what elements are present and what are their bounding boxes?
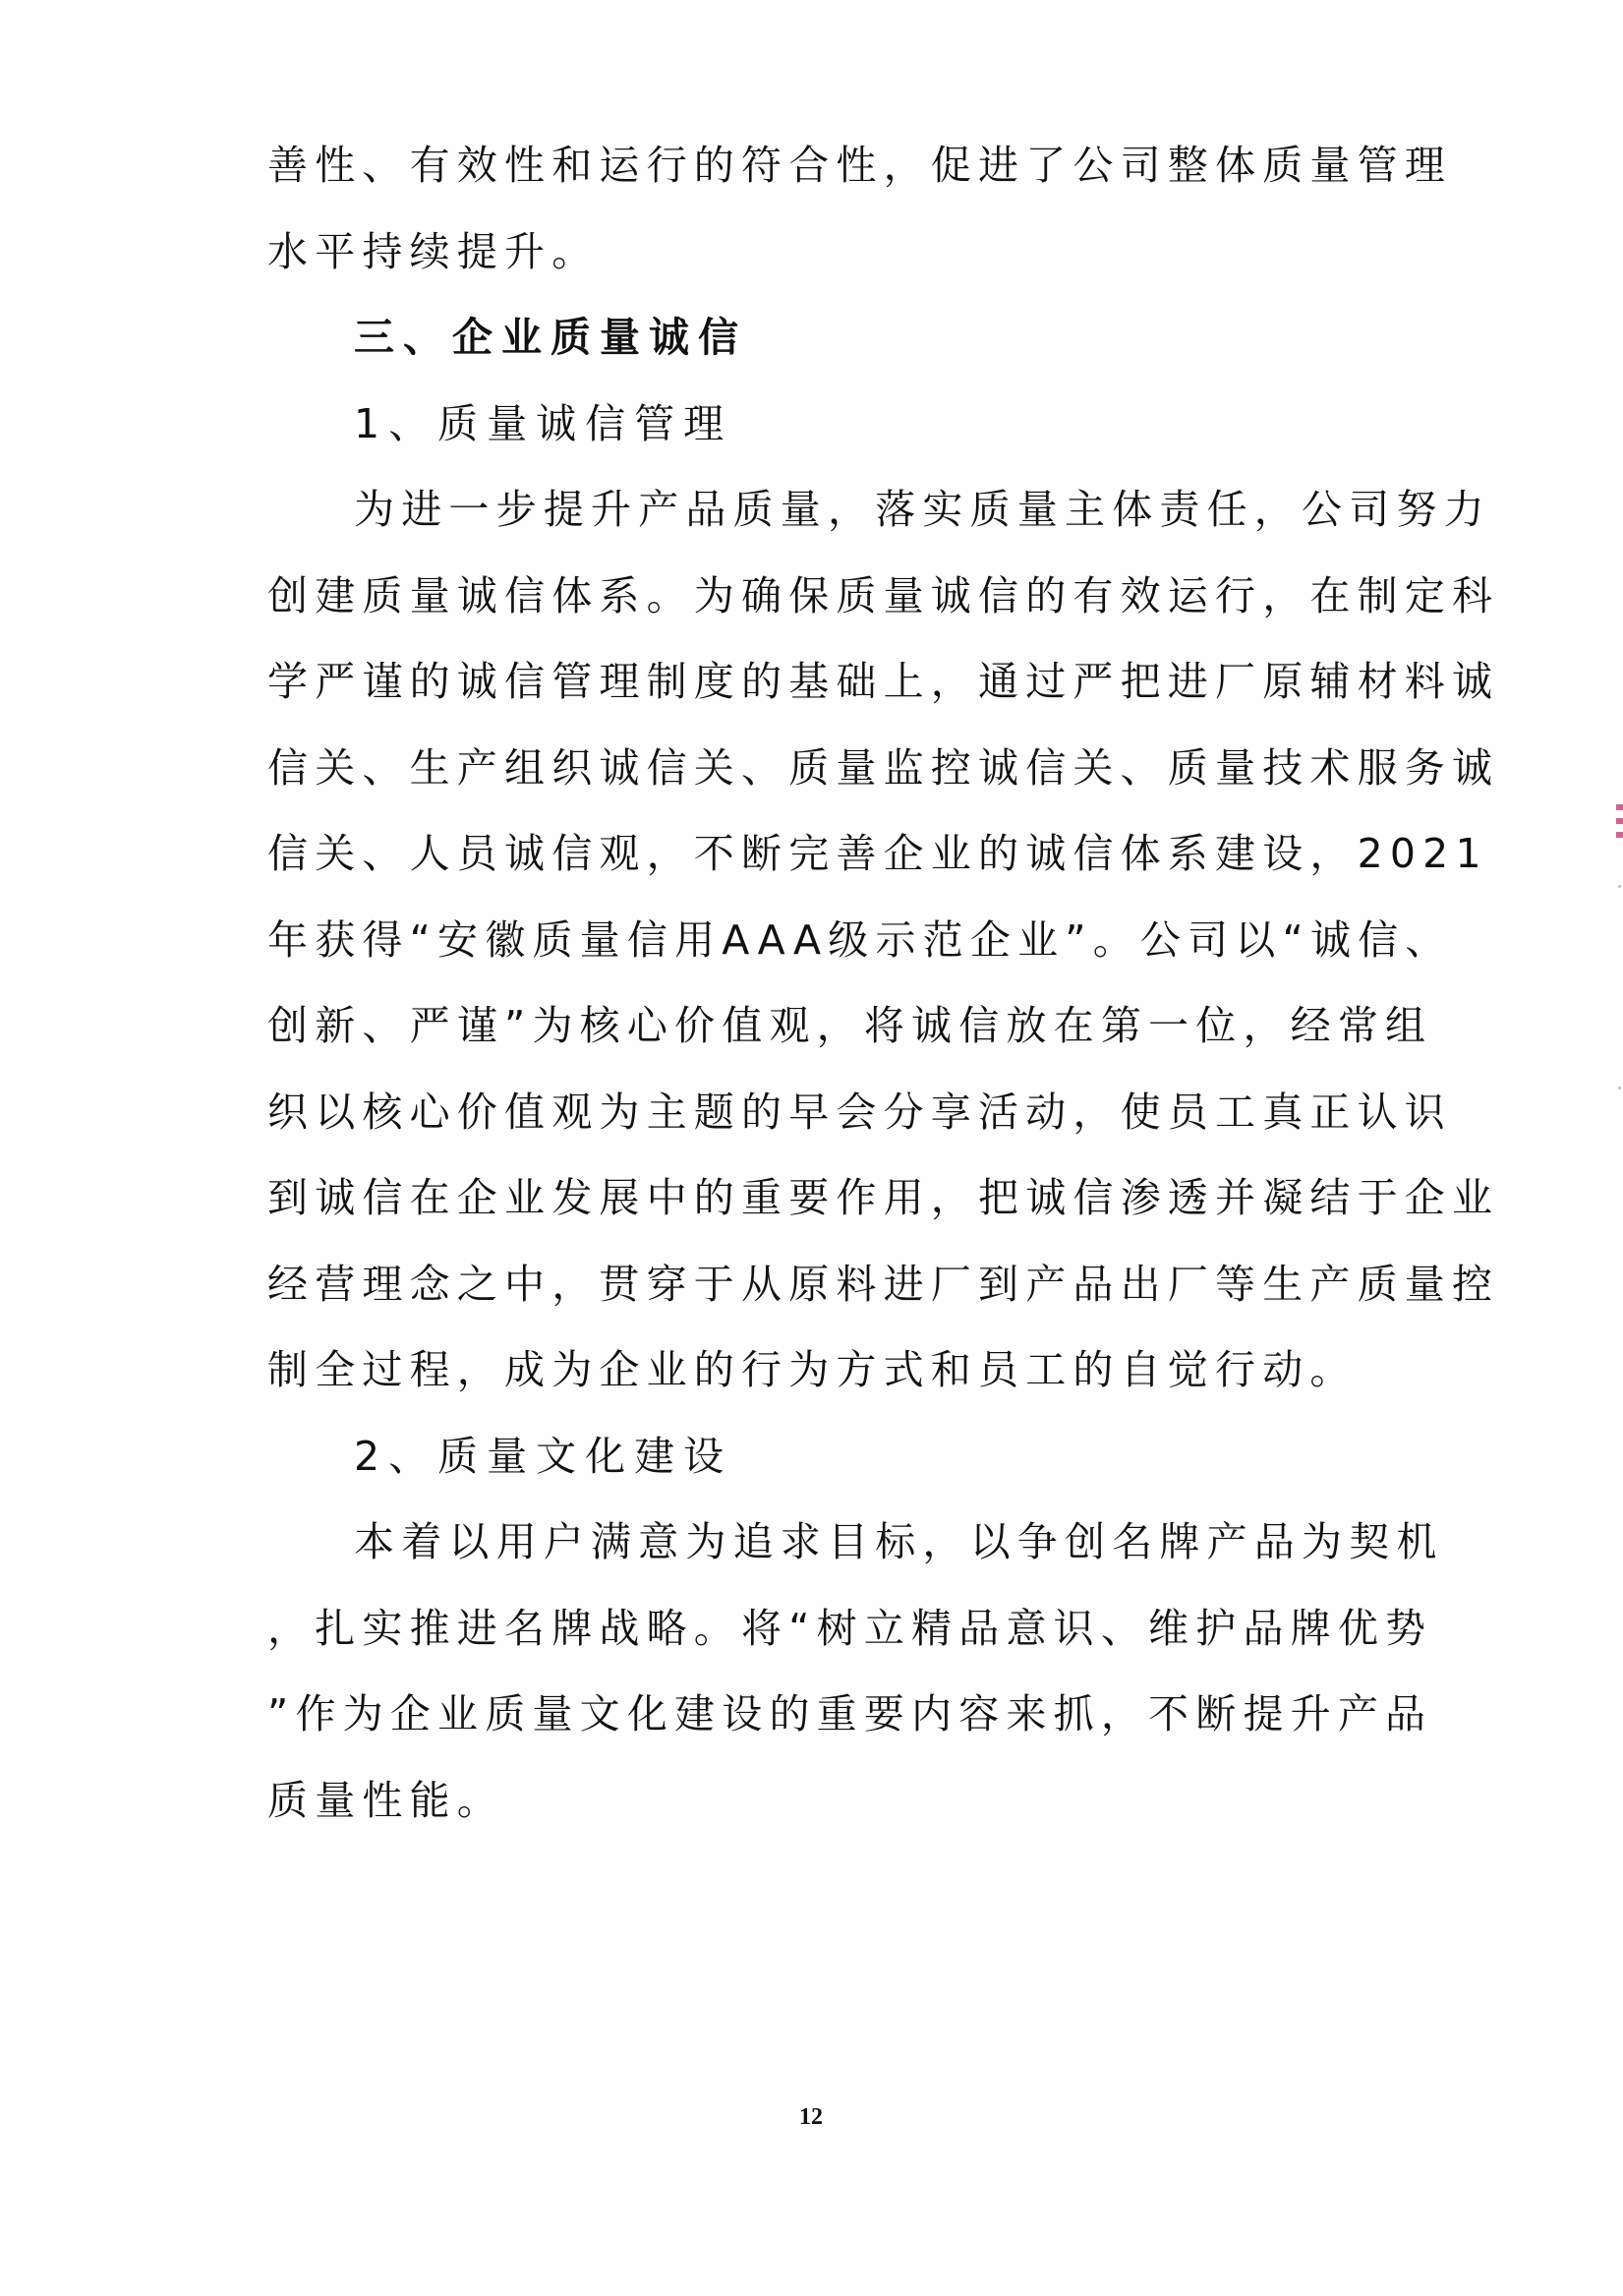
- text-line: 创新、严谨”为核心价值观，将诚信放在第一位，经常组: [267, 1002, 1433, 1049]
- subsection-heading: 1、质量诚信管理: [354, 399, 733, 447]
- text-line: 经营理念之中，贯穿于从原料进厂到产品出厂等生产质量控: [267, 1260, 1500, 1308]
- text-line: 学严谨的诚信管理制度的基础上，通过严把进厂原辅材料诚: [267, 658, 1500, 705]
- seal-edge-mark: [1616, 804, 1623, 846]
- text-line: 织以核心价值观为主题的早会分享活动，使员工真正认识: [267, 1088, 1452, 1136]
- text-line: 善性、有效性和运行的符合性，促进了公司整体质量管理: [267, 142, 1452, 189]
- text-line: 质量性能。: [267, 1776, 504, 1824]
- scan-speck: [1618, 1087, 1621, 1089]
- document-body: [267, 123, 1500, 1844]
- paragraph-first-line: 为进一步提升产品质量，落实质量主体责任，公司努力: [354, 486, 1491, 533]
- subsection-heading: 2、质量文化建设: [354, 1432, 733, 1480]
- text-line: 水平持续提升。: [267, 227, 600, 275]
- text-line: ”作为企业质量文化建设的重要内容来抓，不断提升产品: [267, 1690, 1433, 1737]
- text-line: 到诚信在企业发展中的重要作用，把诚信渗透并凝结于企业: [267, 1174, 1500, 1221]
- paragraph-first-line: 本着以用户满意为追求目标，以争创名牌产品为契机: [354, 1518, 1444, 1565]
- page-number: 12: [799, 2104, 823, 2130]
- text-line: 创建质量诚信体系。为确保质量诚信的有效运行，在制定科: [267, 571, 1500, 619]
- text-line: 年获得“安徽质量信用AAA级示范企业”。公司以“诚信、: [267, 915, 1453, 964]
- text-line: 制全过程，成为企业的行为方式和员工的自觉行动。: [267, 1346, 1358, 1393]
- section-heading: 三、企业质量诚信: [354, 314, 747, 361]
- text-line: ，扎实推进名牌战略。将“树立精品意识、维护品牌优势: [267, 1604, 1433, 1652]
- text-line: 信关、人员诚信观，不断完善企业的诚信体系建设，2021: [267, 830, 1488, 877]
- scan-speck: [1618, 885, 1621, 888]
- text-line: 信关、生产组织诚信关、质量监控诚信关、质量技术服务诚: [267, 743, 1500, 792]
